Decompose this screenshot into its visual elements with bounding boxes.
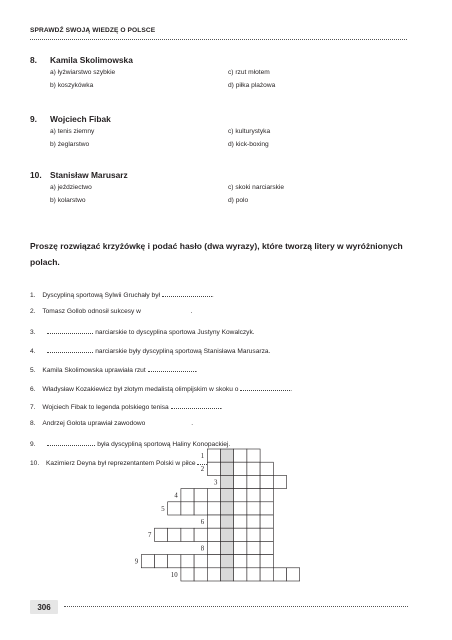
crossword-cell[interactable] [155,528,168,541]
crossword-row-number: 4 [174,492,178,500]
clue-9 [30,438,230,448]
clue-text: Wojciech Fibak to legenda polskiego tenisa [42,404,169,411]
clue-number: 7. [30,404,36,411]
answer-blank[interactable] [171,401,221,409]
crossword-row-number: 7 [148,532,152,540]
crossword-cell[interactable] [207,555,220,568]
clue-number: 1. [30,292,36,299]
clue-text: Kamila Skolimowska uprawiała rzut [42,367,146,374]
crossword-cell[interactable] [247,528,260,541]
clue-text: narciarskie były dyscypliną sportową Stanisława Marusarza. [95,348,271,355]
crossword-cell[interactable] [234,568,247,581]
crossword-cell[interactable] [247,502,260,515]
crossword-cell[interactable] [247,515,260,528]
clue-8 [30,420,193,427]
crossword-cell[interactable] [247,489,260,502]
crossword-cell[interactable] [168,528,181,541]
crossword-highlighted-cell[interactable] [221,475,234,488]
answer-blank[interactable] [148,364,196,372]
crossword-row-number: 9 [134,558,139,566]
clue-number: 3. [30,329,36,336]
clue-end: . [191,420,194,427]
answer-blank[interactable] [197,457,250,467]
crossword-cell[interactable] [234,502,247,515]
crossword-cell[interactable] [207,489,220,502]
question-name: Stanisław Marusarz [50,170,128,180]
option-c: c) skoki narciarskie [228,184,285,191]
crossword-cell[interactable] [260,541,273,554]
clue-end: . [195,367,198,374]
crossword-cell[interactable] [194,555,207,568]
crossword-cell[interactable] [247,541,260,554]
option-a: a) tenis ziemny [50,128,95,135]
clue-number: 4. [30,348,36,355]
header-divider [30,39,407,40]
crossword-cell[interactable] [207,515,220,528]
crossword-row-number: 8 [200,545,205,553]
clue-text: Władysław Kozakiewicz był złotym medalistą olimpijskim w skoku o [42,386,239,393]
crossword-cell[interactable] [155,555,168,568]
clue-text: Kazimierz Deyna był reprezentantem Polski w piłce [46,460,196,467]
crossword-cell[interactable] [207,528,220,541]
crossword-cell[interactable] [260,555,273,568]
crossword-cell[interactable] [181,568,194,581]
clue-end: . [211,292,214,299]
answer-blank[interactable] [47,326,93,334]
crossword-cell[interactable] [260,489,273,502]
crossword-highlighted-cell[interactable] [221,568,234,581]
crossword-highlighted-cell[interactable] [221,528,234,541]
footer-divider [64,606,408,607]
crossword-cell[interactable] [247,475,260,488]
crossword-cell[interactable] [181,555,194,568]
clue-4 [30,345,270,355]
clue-5 [30,364,197,374]
crossword-cell[interactable] [181,489,194,502]
crossword-highlighted-cell[interactable] [221,541,234,554]
crossword-cell[interactable] [141,555,154,568]
question-name: Wojciech Fibak [50,114,111,124]
answer-blank[interactable] [47,438,95,446]
header-title: SPRAWDŹ SWOJĄ WIEDZĘ O POLSCE [30,27,156,34]
crossword-cell[interactable] [194,489,207,502]
option-c: c) kulturystyka [228,128,271,135]
crossword-cell[interactable] [234,555,247,568]
crossword-cell[interactable] [207,502,220,515]
crossword-cell[interactable] [287,568,300,581]
option-b: b) koszykówka [50,82,94,89]
crossword-cell[interactable] [234,515,247,528]
clue-number: 6. [30,386,36,393]
clue-number: 5. [30,367,36,374]
crossword-cell[interactable] [207,541,220,554]
clue-end: . [220,404,223,411]
crossword-row-number: 1 [200,453,205,460]
crossword-cell[interactable] [168,555,181,568]
answer-blank[interactable] [47,345,93,353]
clue-number: 2. [30,308,36,315]
question-number: 9. [30,114,37,124]
clue-7 [30,401,222,411]
crossword-cell[interactable] [273,475,286,488]
crossword-cell[interactable] [194,528,207,541]
crossword-cell[interactable] [181,502,194,515]
option-b: b) żeglarstwo [50,141,90,148]
option-a: a) łyżwiarstwo szybkie [50,69,116,76]
crossword-highlighted-cell[interactable] [221,555,234,568]
clue-number: 10. [30,460,40,467]
crossword-row-number: 3 [214,479,218,487]
crossword-cell[interactable] [181,528,194,541]
crossword-cell[interactable] [234,541,247,554]
clue-text: narciarskie to dyscyplina sportowa Justyny Kowalczyk. [95,329,255,336]
page-number: 306 [30,600,58,614]
crossword-cell[interactable] [234,489,247,502]
crossword-row-number: 6 [200,519,205,526]
task-instruction: Proszę rozwiązać krzyżówkę i podać hasło (dwa wyrazy), które tworzą litery w wyróżnionych polach. [30,241,403,267]
crossword-cell[interactable] [194,568,207,581]
clue-end: . [190,308,193,315]
option-b: b) kolarstwo [50,197,86,204]
crossword-row-number: 5 [161,505,165,513]
crossword-cell[interactable] [247,568,260,581]
crossword-cell[interactable] [273,568,286,581]
crossword-cell[interactable] [168,502,181,515]
clue-3 [30,326,255,336]
clue-text: Tomasz Gollob odnosił sukcesy w [42,308,141,315]
crossword-cell[interactable] [194,502,207,515]
crossword-row-number: 10 [170,571,178,579]
clue-number: 8. [30,420,36,427]
question-number: 8. [30,55,37,65]
crossword-cell[interactable] [260,515,273,528]
crossword-cell[interactable] [247,555,260,568]
crossword-row-number: 2 [200,466,205,474]
clue-text: Dyscypliną sportową Sylwii Gruchały był [42,292,160,299]
crossword-cell[interactable] [260,528,273,541]
crossword-cell[interactable] [260,568,273,581]
clue-text: była dyscypliną sportową Haliny Konopackiej. [97,441,231,448]
clue-10 [30,457,249,467]
crossword-highlighted-cell[interactable] [221,515,234,528]
crossword-cell[interactable] [260,475,273,488]
crossword-cell[interactable] [260,462,273,475]
crossword-cell[interactable] [234,528,247,541]
crossword-cell[interactable] [260,502,273,515]
clue-text: Andrzej Gołota uprawiał zawodowo [42,420,146,427]
option-d: d) polo [228,197,249,204]
option-d: d) kick-boxing [228,141,269,148]
clue-end: . [290,386,293,393]
option-c: c) rzut młotem [228,69,270,76]
clue-6 [30,383,292,393]
question-name: Kamila Skolimowska [50,55,133,65]
clue-1 [30,289,214,299]
clue-end: . [247,460,250,467]
crossword-highlighted-cell[interactable] [221,502,234,515]
clue-number: 9. [30,441,36,448]
option-d: d) piłka plażowa [228,82,276,89]
crossword-cell[interactable] [234,475,247,488]
crossword-highlighted-cell[interactable] [221,489,234,502]
answer-blank[interactable] [240,383,293,393]
question-number: 10. [30,170,42,180]
answer-blank[interactable] [162,289,212,297]
option-a: a) jeździectwo [50,184,92,191]
crossword-cell[interactable] [207,568,220,581]
clue-2 [30,308,193,315]
